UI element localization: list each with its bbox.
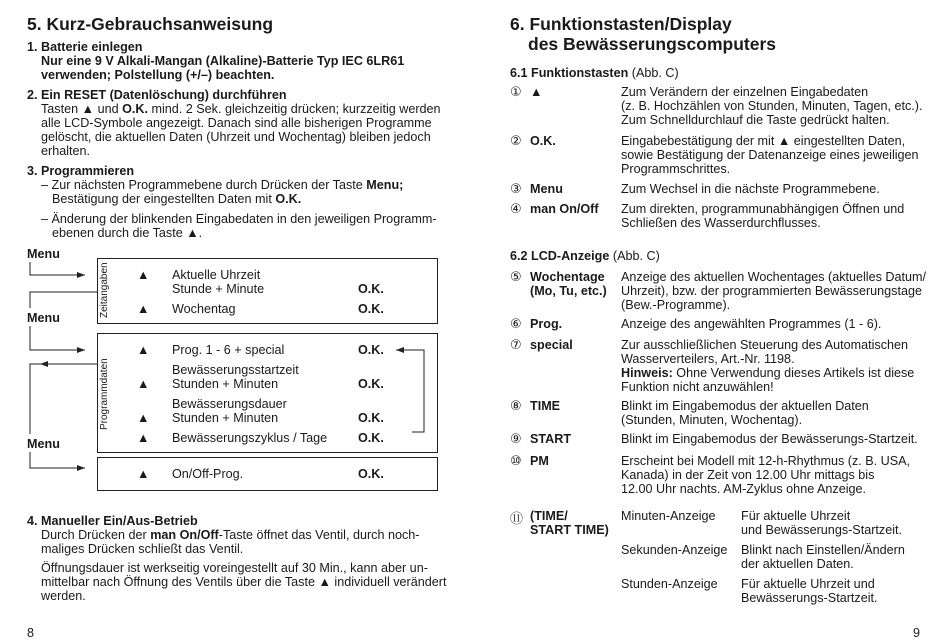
k11-m1b: und Bewässerungs-Startzeit.	[741, 523, 903, 537]
k11-m3a: Für aktuelle Uhrzeit und	[741, 577, 875, 591]
k2-name: O.K.	[530, 134, 556, 148]
r1-line-b: Stunde + Minute	[172, 282, 265, 296]
k2-d3: Programmschrittes.	[621, 162, 731, 176]
triangle-icon: ▲	[137, 467, 150, 481]
k11-m2a: Blinkt nach Einstellen/Ändern	[741, 543, 905, 557]
triangle-icon: ▲	[137, 431, 150, 445]
r3-text: Prog. 1 - 6 + special	[172, 343, 285, 357]
s4-line3: Öffnungsdauer ist werkseitig voreingestellt auf 30 Min., kann aber un-	[41, 561, 428, 575]
k11-m1: Minuten-Anzeige	[621, 509, 716, 523]
k11-name2: START TIME)	[530, 523, 609, 537]
r1-line-a: Aktuelle Uhrzeit	[172, 268, 261, 282]
k8-name: TIME	[530, 399, 561, 413]
group-zeitangaben: Zeitangaben	[99, 262, 110, 318]
k6-name: Prog.	[530, 317, 563, 331]
triangle-icon: ▲	[137, 302, 150, 316]
s3-b2: ebenen durch die Taste ▲.	[52, 226, 203, 240]
k1-d2: (z. B. Hochzählen von Stunden, Minuten, Tagen, etc.).	[621, 99, 923, 113]
right-title-2: des Bewässerungscomputers	[528, 34, 777, 54]
k1-name: ▲	[530, 85, 543, 99]
circled-number-2: ②	[510, 133, 522, 148]
circled-number-3: ③	[510, 181, 522, 196]
s4-heading: 4. Manueller Ein/Aus-Betrieb	[27, 514, 198, 528]
right-title-1: 6. Funktionstasten/Display	[510, 14, 732, 34]
k2-d1: Eingabebestätigung der mit ▲ eingestellten Daten,	[621, 134, 906, 148]
circled-number-7: ⑦	[510, 337, 522, 352]
k11-m3: Stunden-Anzeige	[621, 577, 718, 591]
k7-d3: Hinweis: Ohne Verwendung dieses Artikels ist diese	[621, 366, 915, 380]
left-title: 5. Kurz-Gebrauchsanweisung	[27, 14, 274, 34]
s2-line2: alle LCD-Symbole angezeigt. Danach sind alle bisherigen Programme	[41, 116, 432, 130]
s4-line1: Durch Drücken der man On/Off-Taste öffnet das Ventil, durch noch-	[41, 528, 420, 542]
k5-name2: (Mo, Tu, etc.)	[530, 284, 607, 298]
k9-d1: Blinkt im Eingabemodus der Bewässerungs-Startzeit.	[621, 432, 918, 446]
s61-heading: 6.1 Funktionstasten (Abb. C)	[510, 66, 679, 80]
s4-line4: mittelbar nach Öffnung des Ventils über die Taste ▲ individuell verändert	[41, 575, 447, 589]
circled-number-9: ⑨	[510, 431, 522, 446]
k10-d1: Erscheint bei Modell mit 12-h-Rhythmus (z. B. USA,	[621, 454, 911, 468]
group-programmdaten: Programmdaten	[99, 358, 110, 430]
s2-line3: gelöscht, die aktuellen Daten (Uhrzeit und Wochentag) bleiben jedoch	[41, 130, 431, 144]
circled-number-4: ④	[510, 201, 522, 216]
s4-line2: maliges Drücken schließt das Ventil.	[41, 542, 244, 556]
k7-name: special	[530, 338, 573, 352]
k10-d3: 12.00 Uhr nachts. AM-Zyklus ohne Anzeige.	[621, 482, 867, 496]
k6-d1: Anzeige des angewählten Programmes (1 - 6).	[621, 317, 882, 331]
circled-number-8: ⑧	[510, 398, 522, 413]
r7-ok: O.K.	[358, 467, 384, 481]
r4-ok: O.K.	[358, 377, 384, 391]
k5-d2: Uhrzeit), bzw. der programmierten Bewässerungstage	[621, 284, 922, 298]
k11-m1a: Für aktuelle Uhrzeit	[741, 509, 851, 523]
k3-d1: Zum Wechsel in die nächste Programmebene.	[621, 182, 880, 196]
circled-number-5: ⑤	[510, 269, 522, 284]
s3-heading: 3. Programmieren	[27, 164, 135, 178]
r4-line-b: Stunden + Minuten	[172, 377, 279, 391]
k8-d1: Blinkt im Eingabemodus der aktuellen Daten	[621, 399, 869, 413]
r6-text: Bewässerungszyklus / Tage	[172, 431, 328, 445]
r2-text: Wochentag	[172, 302, 236, 316]
s3-b1: – Änderung der blinkenden Eingabedaten in den jeweiligen Programm-	[41, 212, 437, 226]
page-number-right: 9	[913, 626, 921, 640]
k1-d3: Zum Schnelldurchlauf die Taste gedrückt halten.	[621, 113, 890, 127]
k7-d2: Wasserverteilers, Art.-Nr. 1198.	[621, 352, 795, 366]
k11-name1: (TIME/	[530, 509, 568, 523]
k11-m3b: Bewässerungs-Startzeit.	[741, 591, 878, 605]
k5-name1: Wochentage	[530, 270, 605, 284]
triangle-icon: ▲	[137, 411, 150, 425]
s1-line2: verwenden; Polstellung (+/–) beachten.	[41, 68, 275, 82]
r7-text: On/Off-Prog.	[172, 467, 244, 481]
page-number-left: 8	[27, 626, 35, 640]
k2-d2: sowie Bestätigung der Datenanzeige eines jeweiligen	[621, 148, 919, 162]
r6-ok: O.K.	[358, 431, 384, 445]
r5-ok: O.K.	[358, 411, 384, 425]
triangle-icon: ▲	[137, 268, 150, 282]
triangle-icon: ▲	[137, 343, 150, 357]
r4-line-a: Bewässerungsstartzeit	[172, 363, 299, 377]
r5-line-a: Bewässerungsdauer	[172, 397, 287, 411]
s3-a1: – Zur nächsten Programmebene durch Drücken der Taste Menu;	[41, 178, 404, 192]
k8-d2: (Stunden, Minuten, Wochentag).	[621, 413, 803, 427]
r3-ok: O.K.	[358, 343, 384, 357]
k10-d2: Kanada) in der Zeit von 12.00 Uhr mittags bis	[621, 468, 875, 482]
k4-name: man On/Off	[530, 202, 599, 216]
k11-m2: Sekunden-Anzeige	[621, 543, 728, 557]
menu-label-2: Menu	[27, 311, 60, 325]
triangle-icon: ▲	[137, 377, 150, 391]
s62-heading: 6.2 LCD-Anzeige (Abb. C)	[510, 249, 660, 263]
s3-a2: Bestätigung der eingestellten Daten mit O.K.	[52, 192, 302, 206]
s1-heading: 1. Batterie einlegen	[27, 40, 143, 54]
k5-d3: (Bew.-Programme).	[621, 298, 731, 312]
k4-d1: Zum direkten, programmunabhängigen Öffnen und	[621, 202, 905, 216]
r1-ok: O.K.	[358, 282, 384, 296]
k5-d1: Anzeige des aktuellen Wochentages (aktuelles Datum/	[621, 270, 926, 284]
k7-d1: Zur ausschließlichen Steuerung des Automatischen	[621, 338, 909, 352]
s4-line5: werden.	[41, 589, 86, 603]
k10-name: PM	[530, 454, 549, 468]
s2-heading: 2. Ein RESET (Datenlöschung) durchführen	[27, 88, 287, 102]
circled-number-1: ①	[510, 84, 522, 99]
k4-d2: Schließen des Wasserdurchflusses.	[621, 216, 821, 230]
circled-number-6: ⑥	[510, 316, 522, 331]
k3-name: Menu	[530, 182, 563, 196]
circled-number-11: ⑪	[510, 511, 524, 526]
k11-m2b: der aktuellen Daten.	[741, 557, 854, 571]
r5-line-b: Stunden + Minuten	[172, 411, 279, 425]
menu-label-3: Menu	[27, 437, 60, 451]
menu-label-1: Menu	[27, 247, 60, 261]
r2-ok: O.K.	[358, 302, 384, 316]
k1-d1: Zum Verändern der einzelnen Eingabedaten	[621, 85, 869, 99]
k7-d4: Funktion nicht anzuwählen!	[621, 380, 774, 394]
circled-number-10: ⑩	[510, 453, 522, 468]
s1-line1: Nur eine 9 V Alkali-Mangan (Alkaline)-Batterie Typ IEC 6LR61	[41, 54, 405, 68]
k9-name: START	[530, 432, 572, 446]
s2-line4: erhalten.	[41, 144, 91, 158]
s2-line1: Tasten ▲ und O.K. mind. 2 Sek. gleichzeitig drücken; kurzzeitig werden	[41, 102, 441, 116]
